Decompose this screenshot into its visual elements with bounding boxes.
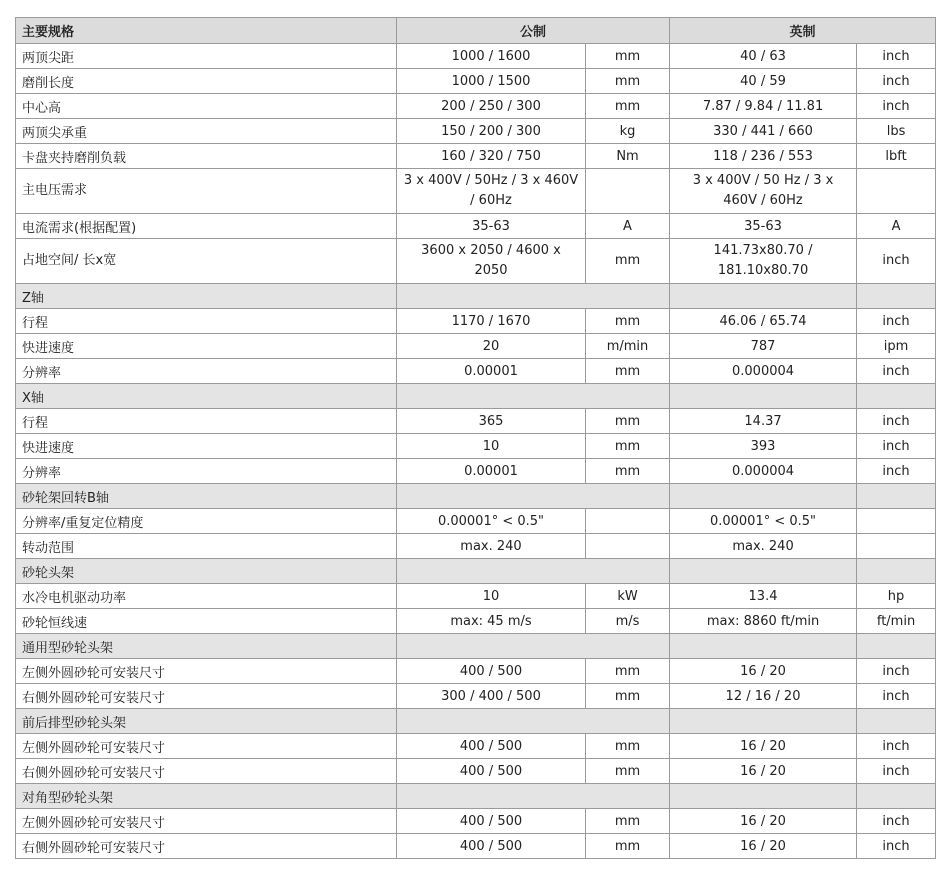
metric-value: 400 / 500 — [397, 834, 586, 859]
imperial-unit — [857, 509, 936, 534]
spec-label: 两顶尖距 — [16, 44, 397, 69]
imperial-unit — [857, 169, 936, 214]
section-imperial-blank — [670, 559, 857, 584]
table-row — [16, 459, 936, 484]
metric-unit: kW — [586, 584, 670, 609]
spec-label: 两顶尖承重 — [16, 119, 397, 144]
spec-label: 磨削长度 — [16, 69, 397, 94]
imperial-unit: hp — [857, 584, 936, 609]
spec-label: 行程 — [16, 309, 397, 334]
table-row — [16, 759, 936, 784]
imperial-unit: inch — [857, 684, 936, 709]
table-row — [16, 239, 936, 284]
spec-label: 行程 — [16, 409, 397, 434]
section-imperial-blank — [670, 709, 857, 734]
header-imperial: 英制 — [670, 18, 936, 44]
metric-value: 300 / 400 / 500 — [397, 684, 586, 709]
section-imperial-blank — [670, 384, 857, 409]
section-metric-blank — [397, 634, 670, 659]
section-imperial-blank — [670, 284, 857, 309]
section-imperial-blank — [670, 484, 857, 509]
metric-value: 20 — [397, 334, 586, 359]
imperial-value: 0.000004 — [670, 459, 857, 484]
spec-label: 右侧外圆砂轮可安装尺寸 — [16, 684, 397, 709]
section-label: Z轴 — [16, 284, 397, 309]
metric-value: 1000 / 1600 — [397, 44, 586, 69]
imperial-unit: inch — [857, 94, 936, 119]
section-label: 前后排型砂轮头架 — [16, 709, 397, 734]
imperial-unit: inch — [857, 359, 936, 384]
imperial-value: 40 / 59 — [670, 69, 857, 94]
imperial-unit — [857, 534, 936, 559]
spec-label: 转动范围 — [16, 534, 397, 559]
metric-value: 1000 / 1500 — [397, 69, 586, 94]
section-label: X轴 — [16, 384, 397, 409]
metric-unit: mm — [586, 409, 670, 434]
imperial-unit: A — [857, 214, 936, 239]
imperial-unit: inch — [857, 659, 936, 684]
metric-value: 3600 x 2050 / 4600 x 2050 — [397, 239, 586, 284]
metric-unit — [586, 534, 670, 559]
section-row — [16, 784, 936, 809]
section-metric-blank — [397, 559, 670, 584]
metric-value: 400 / 500 — [397, 759, 586, 784]
section-imperial-unit-blank — [857, 484, 936, 509]
section-row — [16, 709, 936, 734]
spec-label: 快进速度 — [16, 334, 397, 359]
metric-value: 0.00001 — [397, 359, 586, 384]
metric-value: 160 / 320 / 750 — [397, 144, 586, 169]
imperial-value: 7.87 / 9.84 / 11.81 — [670, 94, 857, 119]
imperial-unit: inch — [857, 759, 936, 784]
table-row — [16, 834, 936, 859]
spec-label: 分辨率 — [16, 459, 397, 484]
spec-label: 占地空间/ 长x宽 — [16, 239, 397, 284]
imperial-unit: inch — [857, 734, 936, 759]
metric-value: max: 45 m/s — [397, 609, 586, 634]
spec-label: 主电压需求 — [16, 169, 397, 214]
metric-value: 400 / 500 — [397, 659, 586, 684]
imperial-value: 0.000004 — [670, 359, 857, 384]
spec-label: 右侧外圆砂轮可安装尺寸 — [16, 759, 397, 784]
table-row — [16, 409, 936, 434]
spec-table — [15, 17, 936, 859]
spec-label: 快进速度 — [16, 434, 397, 459]
table-row — [16, 659, 936, 684]
spec-label: 砂轮恒线速 — [16, 609, 397, 634]
spec-label: 水冷电机驱动功率 — [16, 584, 397, 609]
metric-value: max. 240 — [397, 534, 586, 559]
metric-unit: m/s — [586, 609, 670, 634]
section-label: 对角型砂轮头架 — [16, 784, 397, 809]
spec-label: 分辨率/重复定位精度 — [16, 509, 397, 534]
section-imperial-unit-blank — [857, 284, 936, 309]
metric-unit: mm — [586, 359, 670, 384]
header-spec: 主要规格 — [16, 18, 397, 44]
metric-value: 10 — [397, 584, 586, 609]
section-imperial-unit-blank — [857, 634, 936, 659]
section-metric-blank — [397, 384, 670, 409]
table-row — [16, 119, 936, 144]
table-row — [16, 94, 936, 119]
section-imperial-unit-blank — [857, 559, 936, 584]
header-metric: 公制 — [397, 18, 670, 44]
metric-unit: mm — [586, 684, 670, 709]
imperial-value: 118 / 236 / 553 — [670, 144, 857, 169]
section-metric-blank — [397, 784, 670, 809]
imperial-value: 13.4 — [670, 584, 857, 609]
metric-unit: mm — [586, 759, 670, 784]
metric-value: 400 / 500 — [397, 809, 586, 834]
imperial-value: 16 / 20 — [670, 759, 857, 784]
metric-value: 3 x 400V / 50Hz / 3 x 460V / 60Hz — [397, 169, 586, 214]
imperial-unit: ft/min — [857, 609, 936, 634]
imperial-value: 393 — [670, 434, 857, 459]
metric-unit: mm — [586, 659, 670, 684]
imperial-unit: inch — [857, 44, 936, 69]
section-metric-blank — [397, 709, 670, 734]
table-row — [16, 684, 936, 709]
metric-value: 35-63 — [397, 214, 586, 239]
metric-unit: mm — [586, 44, 670, 69]
spec-label: 左侧外圆砂轮可安装尺寸 — [16, 734, 397, 759]
table-row — [16, 609, 936, 634]
imperial-unit: lbft — [857, 144, 936, 169]
imperial-value: 46.06 / 65.74 — [670, 309, 857, 334]
spec-label: 卡盘夹持磨削负载 — [16, 144, 397, 169]
section-imperial-unit-blank — [857, 784, 936, 809]
metric-unit: mm — [586, 69, 670, 94]
imperial-value: 40 / 63 — [670, 44, 857, 69]
metric-value: 0.00001° < 0.5" — [397, 509, 586, 534]
metric-unit — [586, 169, 670, 214]
metric-value: 150 / 200 / 300 — [397, 119, 586, 144]
imperial-value: 3 x 400V / 50 Hz / 3 x 460V / 60Hz — [670, 169, 857, 214]
imperial-unit: inch — [857, 239, 936, 284]
section-label: 通用型砂轮头架 — [16, 634, 397, 659]
metric-unit: mm — [586, 239, 670, 284]
imperial-unit: inch — [857, 459, 936, 484]
imperial-unit: inch — [857, 834, 936, 859]
imperial-value: 0.00001° < 0.5" — [670, 509, 857, 534]
metric-unit: mm — [586, 459, 670, 484]
metric-unit: mm — [586, 734, 670, 759]
table-row — [16, 359, 936, 384]
imperial-unit: lbs — [857, 119, 936, 144]
spec-table-body — [16, 18, 936, 859]
section-label: 砂轮头架 — [16, 559, 397, 584]
section-row — [16, 384, 936, 409]
table-header-row — [16, 18, 936, 44]
imperial-value: max. 240 — [670, 534, 857, 559]
spec-label: 电流需求(根据配置) — [16, 214, 397, 239]
table-row — [16, 44, 936, 69]
metric-value: 1170 / 1670 — [397, 309, 586, 334]
imperial-value: 16 / 20 — [670, 809, 857, 834]
section-label: 砂轮架回转B轴 — [16, 484, 397, 509]
metric-value: 400 / 500 — [397, 734, 586, 759]
imperial-unit: inch — [857, 69, 936, 94]
section-metric-blank — [397, 484, 670, 509]
section-imperial-blank — [670, 634, 857, 659]
table-row — [16, 509, 936, 534]
imperial-value: max: 8860 ft/min — [670, 609, 857, 634]
imperial-unit: inch — [857, 809, 936, 834]
metric-unit — [586, 509, 670, 534]
metric-unit: mm — [586, 434, 670, 459]
table-row — [16, 69, 936, 94]
table-row — [16, 534, 936, 559]
imperial-value: 14.37 — [670, 409, 857, 434]
imperial-unit: inch — [857, 434, 936, 459]
section-imperial-blank — [670, 784, 857, 809]
imperial-value: 16 / 20 — [670, 734, 857, 759]
metric-unit: mm — [586, 834, 670, 859]
imperial-unit: inch — [857, 309, 936, 334]
metric-unit: Nm — [586, 144, 670, 169]
table-row — [16, 214, 936, 239]
imperial-unit: inch — [857, 409, 936, 434]
imperial-value: 16 / 20 — [670, 834, 857, 859]
section-metric-blank — [397, 284, 670, 309]
imperial-value: 787 — [670, 334, 857, 359]
metric-unit: kg — [586, 119, 670, 144]
spec-label: 左侧外圆砂轮可安装尺寸 — [16, 809, 397, 834]
metric-unit: mm — [586, 809, 670, 834]
imperial-value: 12 / 16 / 20 — [670, 684, 857, 709]
section-row — [16, 484, 936, 509]
table-row — [16, 169, 936, 214]
section-row — [16, 634, 936, 659]
section-row — [16, 284, 936, 309]
metric-unit: A — [586, 214, 670, 239]
table-row — [16, 809, 936, 834]
spec-label: 左侧外圆砂轮可安装尺寸 — [16, 659, 397, 684]
table-row — [16, 334, 936, 359]
metric-unit: mm — [586, 309, 670, 334]
table-row — [16, 309, 936, 334]
imperial-value: 330 / 441 / 660 — [670, 119, 857, 144]
spec-label: 分辨率 — [16, 359, 397, 384]
imperial-value: 141.73x80.70 / 181.10x80.70 — [670, 239, 857, 284]
metric-unit: mm — [586, 94, 670, 119]
section-row — [16, 559, 936, 584]
imperial-unit: ipm — [857, 334, 936, 359]
metric-value: 365 — [397, 409, 586, 434]
metric-value: 0.00001 — [397, 459, 586, 484]
metric-unit: m/min — [586, 334, 670, 359]
section-imperial-unit-blank — [857, 709, 936, 734]
table-row — [16, 584, 936, 609]
table-row — [16, 734, 936, 759]
metric-value: 200 / 250 / 300 — [397, 94, 586, 119]
metric-value: 10 — [397, 434, 586, 459]
table-row — [16, 144, 936, 169]
section-imperial-unit-blank — [857, 384, 936, 409]
spec-label: 中心高 — [16, 94, 397, 119]
imperial-value: 35-63 — [670, 214, 857, 239]
table-row — [16, 434, 936, 459]
imperial-value: 16 / 20 — [670, 659, 857, 684]
spec-label: 右侧外圆砂轮可安装尺寸 — [16, 834, 397, 859]
